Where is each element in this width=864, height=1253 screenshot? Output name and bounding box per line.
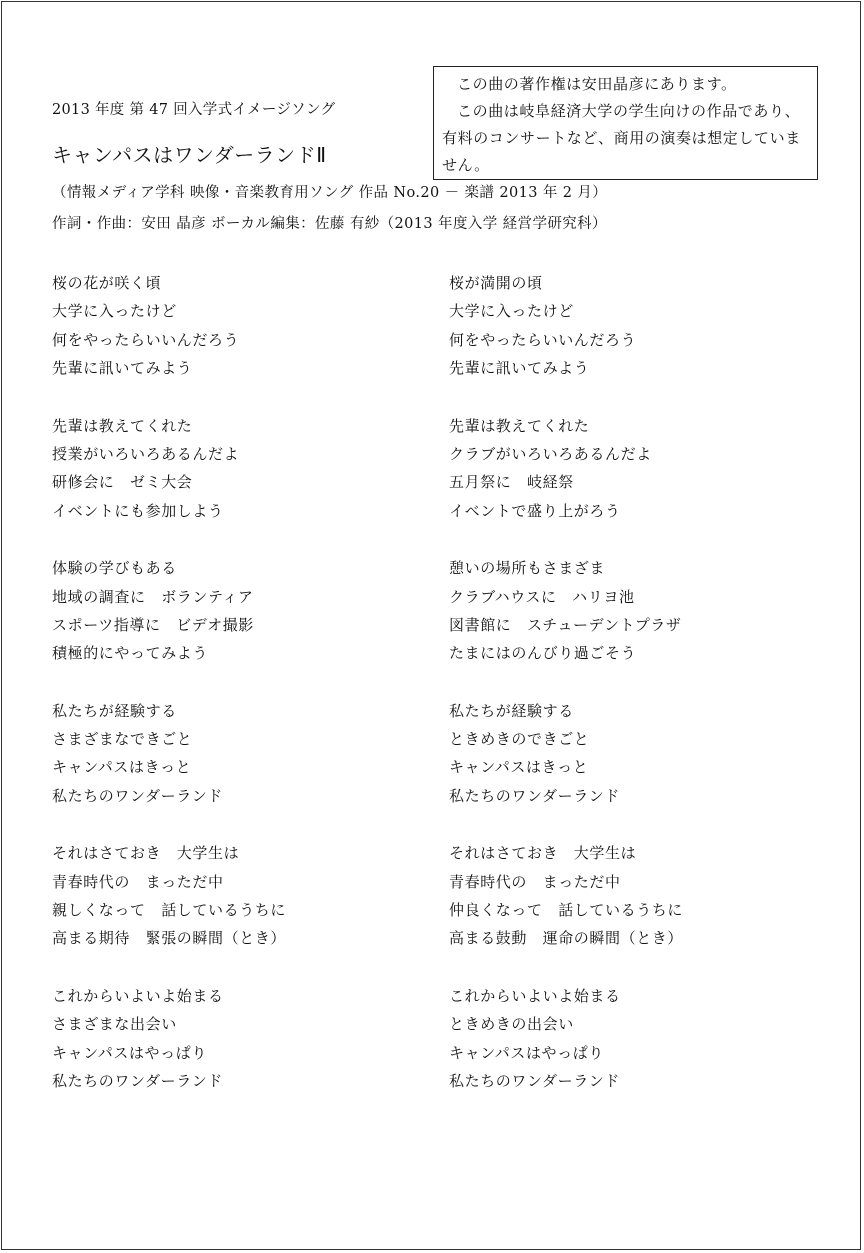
lyric-line: 地域の調査に ボランティア	[52, 587, 254, 606]
lyrics-stanza	[52, 839, 422, 953]
lyric-line: 青春時代の まっただ中	[52, 872, 224, 891]
lyrics-stanza	[449, 554, 819, 668]
lyric-line: 研修会に ゼミ大会	[52, 473, 193, 492]
lyric-line: これからいよいよ始まる	[52, 986, 224, 1005]
lyrics-stanza	[449, 412, 819, 526]
lyric-line: 私たちのワンダーランド	[52, 1071, 224, 1090]
song-subtitle: 2013 年度 第 47 回入学式イメージソング	[52, 102, 336, 118]
credits-line: 作詞・作曲：安田 晶彦 ボーカル編集：佐藤 有紗（2013 年度入学 経営学研究科）	[52, 216, 607, 232]
lyric-line: ときめきのできごと	[449, 730, 590, 749]
work-info-line: （情報メディア学科 映像・音楽教育用ソング 作品 No.20 － 楽譜 2013 年 2 月）	[52, 185, 608, 201]
lyrics-stanza	[449, 982, 819, 1096]
lyric-line: キャンパスはきっと	[449, 758, 589, 777]
lyric-line: キャンパスはやっぱり	[449, 1043, 604, 1062]
lyric-line: それはさておき 大学生は	[449, 844, 637, 863]
song-title: キャンパスはワンダーランドⅡ	[52, 143, 327, 167]
lyric-line: 私たちのワンダーランド	[449, 1071, 621, 1090]
lyric-line: さまざまな出会い	[52, 1015, 177, 1034]
lyric-line: 憩いの場所もさまざま	[449, 559, 606, 578]
lyrics-column-left	[52, 269, 422, 1124]
lyrics-stanza	[449, 269, 819, 383]
lyric-line: 図書館に スチューデントプラザ	[449, 615, 682, 634]
lyric-line: 高まる期待 緊張の瞬間（とき）	[52, 929, 287, 948]
lyric-line: 授業がいろいろあるんだよ	[52, 444, 240, 463]
lyric-line: 先輩は教えてくれた	[52, 416, 193, 435]
copyright-notice-box	[433, 66, 818, 180]
lyric-line: 私たちが経験する	[52, 701, 177, 720]
lyric-line: スポーツ指導に ビデオ撮影	[52, 615, 254, 634]
lyric-line: 先輩は教えてくれた	[449, 416, 590, 435]
lyric-line: 桜が満開の頃	[449, 274, 543, 292]
lyric-line: 先輩に訊いてみよう	[52, 359, 193, 378]
lyric-line: 先輩に訊いてみよう	[449, 359, 590, 378]
lyric-line: クラブハウスに ハリヨ池	[449, 587, 635, 606]
lyric-line: 私たちのワンダーランド	[52, 786, 224, 805]
copyright-line-2: この曲は岐阜経済大学の学生向けの作品であり、有料のコンサートなど、商用の演奏は想定していません。	[442, 102, 801, 174]
lyric-line: それはさておき 大学生は	[52, 844, 240, 863]
lyrics-stanza	[449, 697, 819, 811]
lyric-line: さまざまなできごと	[52, 730, 193, 749]
lyric-line: キャンパスはやっぱり	[52, 1043, 207, 1062]
lyric-line: 私たちのワンダーランド	[449, 786, 621, 805]
lyric-line: 桜の花が咲く頃	[52, 274, 162, 292]
lyric-line: 何をやったらいいんだろう	[449, 330, 637, 349]
lyric-line: キャンパスはきっと	[52, 758, 192, 777]
lyric-line: 親しくなって 話しているうちに	[52, 901, 287, 920]
lyrics-stanza	[52, 269, 422, 383]
lyric-line: 大学に入ったけど	[449, 302, 574, 321]
lyric-line: 大学に入ったけど	[52, 302, 177, 321]
lyric-line: 高まる鼓動 運命の瞬間（とき）	[449, 929, 684, 948]
lyrics-stanza	[52, 412, 422, 526]
lyrics-stanza	[52, 554, 422, 668]
lyric-line: 私たちが経験する	[449, 701, 574, 720]
lyric-line: 積極的にやってみよう	[52, 644, 209, 663]
lyric-line: 何をやったらいいんだろう	[52, 330, 240, 349]
lyric-line: 青春時代の まっただ中	[449, 872, 621, 891]
lyric-line: 五月祭に 岐経祭	[449, 473, 574, 492]
copyright-line-1: この曲の著作権は安田晶彦にあります。	[457, 75, 737, 93]
lyric-line: イベントで盛り上がろう	[449, 501, 621, 520]
lyric-line: イベントにも参加しよう	[52, 501, 224, 520]
lyric-line: たまにはのんびり過ごそう	[449, 644, 637, 663]
lyric-line: クラブがいろいろあるんだよ	[449, 444, 652, 463]
lyrics-stanza	[52, 982, 422, 1096]
lyric-line: ときめきの出会い	[449, 1015, 574, 1034]
lyrics-stanza	[449, 839, 819, 953]
lyric-line: 仲良くなって 話しているうちに	[449, 901, 684, 920]
lyrics-column-right	[449, 269, 819, 1124]
lyric-line: 体験の学びもある	[52, 559, 177, 578]
lyric-line: これからいよいよ始まる	[449, 986, 621, 1005]
lyrics-stanza	[52, 697, 422, 811]
